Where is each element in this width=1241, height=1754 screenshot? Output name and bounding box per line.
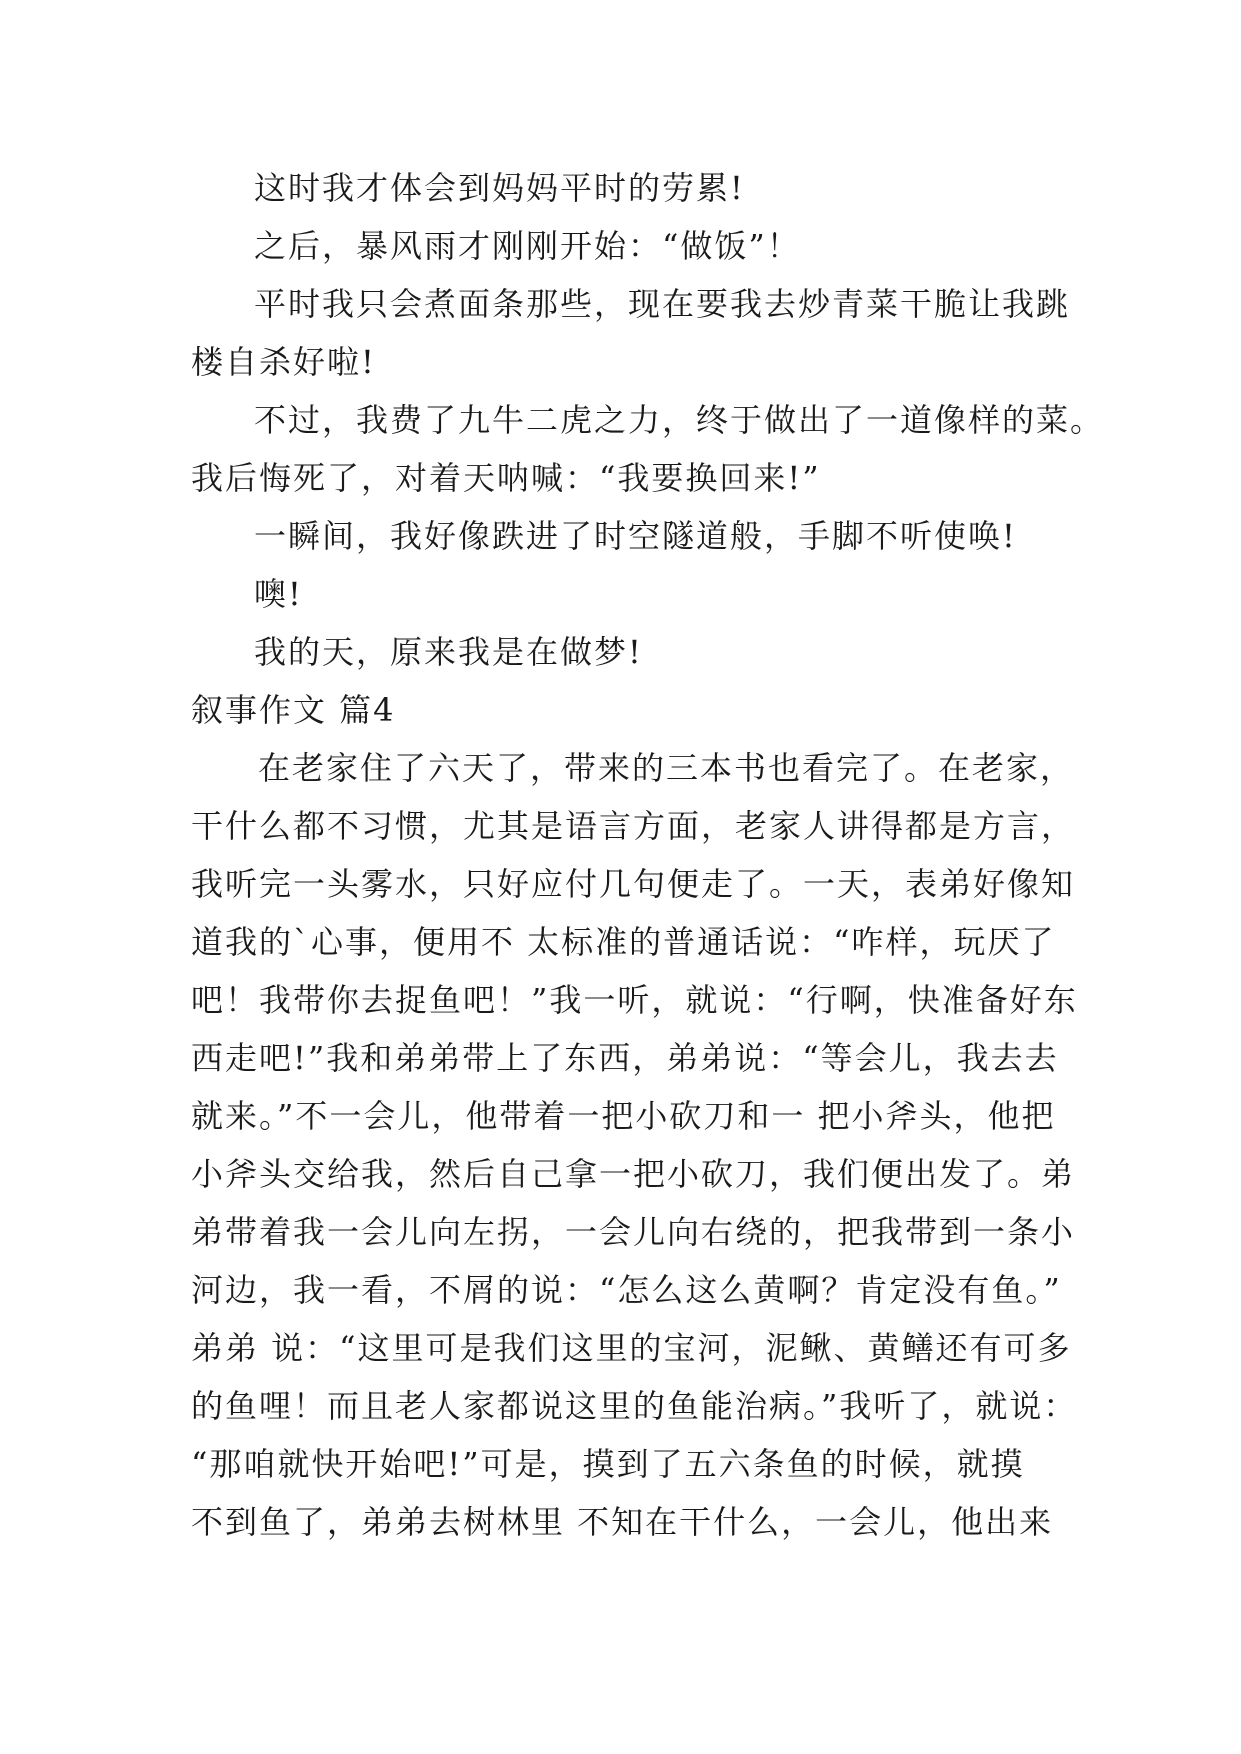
essay-line: 干什么都不习惯，尤其是语言方面，老家人讲得都是方言，: [191, 807, 1076, 845]
essay-line: 吧！我带你去捉鱼吧！”我一听，就说：“行啊，快准备好东: [191, 981, 1078, 1019]
paragraph-line: 我的天，原来我是在做梦!: [254, 633, 643, 671]
essay-line: 道我的`心事，便用不 太标准的普通话说：“咋样，玩厌了: [191, 923, 1056, 961]
essay-line: 河边，我一看，不屑的说：“怎么这么黄啊？肯定没有鱼。”: [191, 1271, 1062, 1309]
essay-line: 西走吧!”我和弟弟带上了东西，弟弟说：“等会儿，我去去: [191, 1039, 1059, 1077]
paragraph-line: 之后，暴风雨才刚刚开始：“做饭”！: [254, 227, 801, 265]
paragraph-line: 不过，我费了九牛二虎之力，终于做出了一道像样的菜。: [254, 401, 1105, 439]
essay-line: “那咱就快开始吧!”可是，摸到了五六条鱼的时候，就摸: [191, 1445, 1025, 1483]
paragraph-line: 我后悔死了，对着天呐喊：“我要换回来!”: [191, 459, 821, 497]
essay-line: 在老家住了六天了，带来的三本书也看完了。在老家，: [258, 749, 1075, 787]
essay-line: 的鱼哩！而且老人家都说这里的鱼能治病。”我听了，就说：: [191, 1387, 1078, 1425]
essay-line: 弟弟 说：“这里可是我们这里的宝河，泥鳅、黄鳝还有可多: [191, 1329, 1072, 1367]
essay-line: 我听完一头雾水，只好应付几句便走了。一天，表弟好像知: [191, 865, 1076, 903]
essay-line: 就来。”不一会儿，他带着一把小砍刀和一 把小斧头，他把: [191, 1097, 1056, 1135]
essay-line: 不到鱼了，弟弟去树林里 不知在干什么，一会儿，他出来: [191, 1503, 1054, 1541]
paragraph-line: 噢!: [254, 575, 303, 613]
essay-line: 弟带着我一会儿向左拐，一会儿向右绕的，把我带到一条小: [191, 1213, 1076, 1251]
paragraph-line: 一瞬间，我好像跌进了时空隧道般，手脚不听使唤!: [254, 517, 1017, 555]
paragraph-line: 楼自杀好啦!: [191, 343, 376, 381]
section-title: 叙事作文 篇4: [191, 691, 396, 729]
paragraph-line: 平时我只会煮面条那些，现在要我去炒青菜干脆让我跳: [254, 285, 1071, 323]
essay-line: 小斧头交给我，然后自己拿一把小砍刀，我们便出发了。弟: [191, 1155, 1076, 1193]
paragraph-line: 这时我才体会到妈妈平时的劳累!: [254, 169, 745, 207]
